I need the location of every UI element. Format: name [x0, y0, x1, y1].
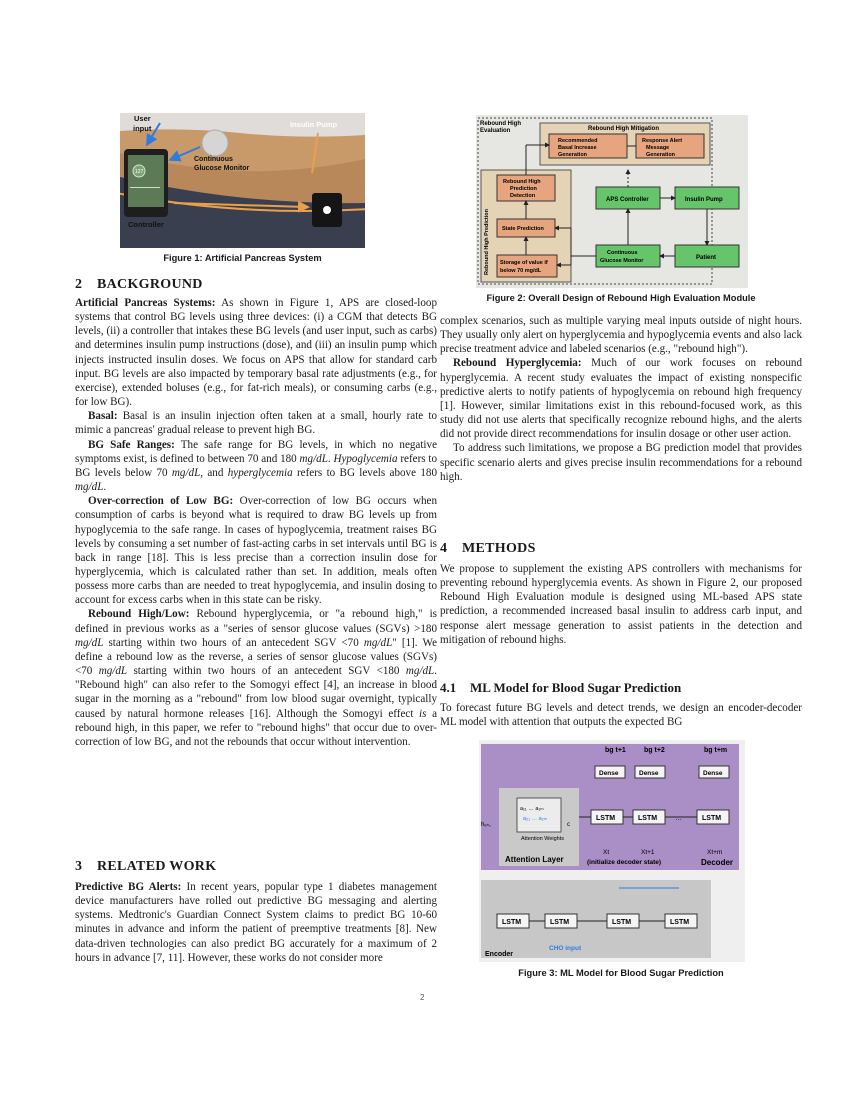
- svg-text:Attention Weights: Attention Weights: [521, 836, 565, 842]
- svg-text:Rebound High: Rebound High: [480, 121, 521, 127]
- svg-text:Storage of value if: Storage of value if: [500, 260, 548, 266]
- svg-text:Continuous: Continuous: [607, 250, 638, 256]
- right-column: [440, 314, 802, 484]
- page-number: 2: [420, 993, 425, 1002]
- svg-text:Insulin Pump: Insulin Pump: [685, 197, 723, 203]
- svg-text:Basal Increase: Basal Increase: [558, 145, 597, 151]
- section-heading-background: 2 BACKGROUND: [75, 277, 203, 292]
- svg-text:Xt: Xt: [603, 849, 610, 856]
- svg-text:a₁₁ … a₁ₘ: a₁₁ … a₁ₘ: [520, 806, 544, 812]
- svg-text:c: c: [567, 822, 570, 828]
- svg-text:Xt+m: Xt+m: [707, 849, 723, 856]
- paragraph-methods: We propose to supplement the existing APS controllers with mechanisms for preventing rebound hyperglycemia events. As shown in Figure 2, our proposed Rebound High Evaluation module is designed using ML-based APS state prediction, a recommended increased basal insulin to address carb input, and response alert message generation to assist patients in the detection and mitigation of rebound highs.: [440, 563, 802, 646]
- figure-3-diagram: [479, 740, 745, 962]
- svg-text:Message: Message: [646, 145, 670, 151]
- svg-text:Generation: Generation: [558, 152, 588, 158]
- paragraph-safe-ranges: BG Safe Ranges: The safe range for BG levels, in which no negative symptoms exist, is defined to between 70 and 180 mg/dL. Hypoglycemia refers to BG levels below 70 mg/dL, and hyperglycemia refers to BG levels above 180 mg/dL.: [75, 438, 437, 494]
- figure-1-caption: Figure 1: Artificial Pancreas System: [163, 253, 322, 263]
- svg-text:Decoder: Decoder: [701, 858, 734, 867]
- svg-text:LSTM: LSTM: [596, 815, 616, 822]
- svg-text:APS Controller: APS Controller: [606, 197, 649, 203]
- svg-text:CHO input: CHO input: [549, 945, 582, 952]
- paragraph-basal: Basal: Basal is an insulin injection often taken at a small, hourly rate to mimic a pancreas' gradual release to prevent high BG.: [75, 410, 438, 437]
- figure-2-caption: Figure 2: Overall Design of Rebound High Evaluation Module: [486, 293, 756, 303]
- svg-text:Dense: Dense: [639, 770, 659, 777]
- right-column-methods: [440, 562, 802, 647]
- section-heading-methods: 4 METHODS: [440, 541, 536, 556]
- svg-text:input: input: [133, 124, 152, 133]
- paragraph-rebound: Rebound High/Low: Rebound hyperglycemia, or "a rebound high," is defined in previous works as a "series of sensor glucose values (SGVs) >180 mg/dL starting within two hours of an antecedent SGV <70 mg/dL" [1]. We define a rebound low as the reverse, a series of sensor glucose values (SGVs) <70 mg/dL starting within two hours of an antecedent SGV <180 mg/dL. "Rebound high" can also refer to the Somogyi effect [4], an increase in blood sugar in the morning as a "rebound" from low blood sugar overnight, typically caused by natural hormone releases [16]. Although the Somogyi effect is a rebound high, in this paper, we refer to "rebound highs" that occur due to over-correction of low BG, and not the rebounds that occur without intervention.: [75, 608, 437, 748]
- svg-text:Insulin Pump: Insulin Pump: [290, 120, 338, 129]
- paragraph-predictive-alerts: Predictive BG Alerts: In recent years, popular type 1 diabetes management device manufacturers have rolled out predictive BG messaging and alerting systems. Medtronic's Guardian Connect System claims to predict BG 10-60 minutes in advance and inform the patient of preemptive treatments [8]. New data-driven technologies can also predict BG accurately for a maximum of 2 hours in advance [7, 11]. However, these works do not consider more: [75, 881, 437, 964]
- svg-text:LSTM: LSTM: [612, 919, 632, 926]
- svg-text:Detection: Detection: [510, 193, 536, 199]
- svg-text:below 70 mg/dL: below 70 mg/dL: [500, 268, 542, 274]
- svg-text:Encoder: Encoder: [485, 951, 514, 958]
- right-column-ml: [440, 701, 802, 729]
- svg-text:LSTM: LSTM: [550, 919, 570, 926]
- paragraph-rebound-hyperglycemia: Rebound Hyperglycemia: Much of our work focuses on rebound hyperglycemia. A recent study evaluates the impact of existing nonspecific predictive alerts to notify patients of hypoglycemia on rebound high frequency [1]. However, similar limitations exist in this rebound-focused work, as this study did not use alerts that specifically recognize rebound highs, and the alerts did not provide direct recommendations for insulin dosage or other user action.: [440, 357, 802, 441]
- svg-text:Rebound High: Rebound High: [503, 179, 541, 185]
- svg-text:a₂₁ … a₂ₘ: a₂₁ … a₂ₘ: [523, 816, 548, 822]
- paragraph-ml-model: To forecast future BG levels and detect trends, we design an encoder-decoder ML model with attention that outputs the expected BG: [440, 702, 802, 729]
- svg-text:Xt+1: Xt+1: [641, 849, 655, 856]
- paragraph-address-limitations: To address such limitations, we propose a BG prediction model that provides specific scenario alerts and gives precise insulin recommendations for a rebound high.: [440, 442, 802, 483]
- svg-text:LSTM: LSTM: [670, 919, 690, 926]
- svg-text:Recommended: Recommended: [558, 138, 598, 144]
- svg-text:Generation: Generation: [646, 152, 676, 158]
- svg-text:…: …: [675, 815, 682, 822]
- svg-text:User: User: [134, 114, 151, 123]
- svg-text:Evaluation: Evaluation: [480, 128, 511, 134]
- figure-2: [476, 115, 748, 288]
- section-heading-related-work: 3 RELATED WORK: [75, 859, 217, 874]
- figure-3-caption: Figure 3: ML Model for Blood Sugar Prediction: [518, 968, 724, 978]
- svg-text:Rebound High Mitigation: Rebound High Mitigation: [588, 126, 659, 132]
- svg-text:State Prediction: State Prediction: [502, 226, 544, 232]
- svg-text:bg t+1: bg t+1: [605, 747, 626, 754]
- left-column: [75, 296, 437, 749]
- svg-text:LSTM: LSTM: [502, 919, 522, 926]
- svg-text:LSTM: LSTM: [638, 815, 658, 822]
- svg-text:Patient: Patient: [696, 255, 717, 261]
- cgm-sensor: [202, 130, 228, 156]
- svg-text:Continuous: Continuous: [194, 156, 233, 163]
- svg-text:Glucose Monitor: Glucose Monitor: [194, 165, 250, 172]
- svg-text:Glucose Monitor: Glucose Monitor: [600, 258, 644, 264]
- paragraph-aps: Artificial Pancreas Systems: As shown in Figure 1, APS are closed-loop systems that control BG levels using three devices: (i) a CGM that detects BG levels, (ii) a controller that intakes these BG levels (and user input, such as carbs) and determines insulin pump instructions (dose), and (iii) an insulin pump which injects instructed insulin doses. We focus on APS that allow for standard carb input. BG levels are also impacted by temporary basal rate adjustments (e.g., for exercise), extended boluses (e.g., for fat-rich meals), or consuming carbs (e.g., for low BG).: [75, 297, 437, 409]
- svg-text:bg t+m: bg t+m: [704, 747, 728, 754]
- figure-1: [120, 113, 365, 248]
- svg-text:hₑₙ꜀: hₑₙ꜀: [481, 822, 492, 828]
- svg-text:Dense: Dense: [703, 770, 723, 777]
- svg-text:(initialize decoder state): (initialize decoder state): [587, 859, 662, 866]
- paragraph-complex-scenarios: complex scenarios, such as multiple varying meal inputs outside of night hours. They usually only alert on hyperglycemia and hypoglycemia events and also lack precise treatment advice and labeled scenarios (e.g., "rebound high").: [440, 315, 802, 356]
- svg-text:Attention Layer: Attention Layer: [505, 855, 564, 864]
- svg-text:LSTM: LSTM: [702, 815, 722, 822]
- svg-text:Controller: Controller: [128, 220, 164, 229]
- svg-text:Prediction: Prediction: [510, 186, 537, 192]
- svg-text:127: 127: [135, 169, 144, 175]
- svg-text:bg t+2: bg t+2: [644, 747, 665, 754]
- figure-3: [479, 740, 745, 962]
- svg-text:Response Alert: Response Alert: [642, 138, 683, 144]
- svg-text:Dense: Dense: [599, 770, 619, 777]
- left-column-related: [75, 880, 437, 965]
- figure-1-illustration: [120, 113, 365, 248]
- svg-text:Rebound High Prediction: Rebound High Prediction: [484, 209, 490, 275]
- paragraph-overcorrection: Over-correction of Low BG: Over-correction of low BG occurs when consumption of carbs is beyond what is required to draw BG levels up from hypoglycemia to the safe range. In cases of hypoglycemia, treatment raises BG levels by consuming a set number of fast-acting carbs in set intervals until BG is back in range [18]. This is less precise than a correction insulin dose for hyperglycemia, which is calculated rather than set. In addition, meals often possess more carbs than are needed to treat hypoglycemia, and insulin dosing to account for excess carbs when in this state can be risky.: [75, 495, 437, 607]
- subsection-heading-ml-model: 4.1 ML Model for Blood Sugar Prediction: [440, 680, 682, 695]
- figure-2-diagram: [476, 115, 748, 288]
